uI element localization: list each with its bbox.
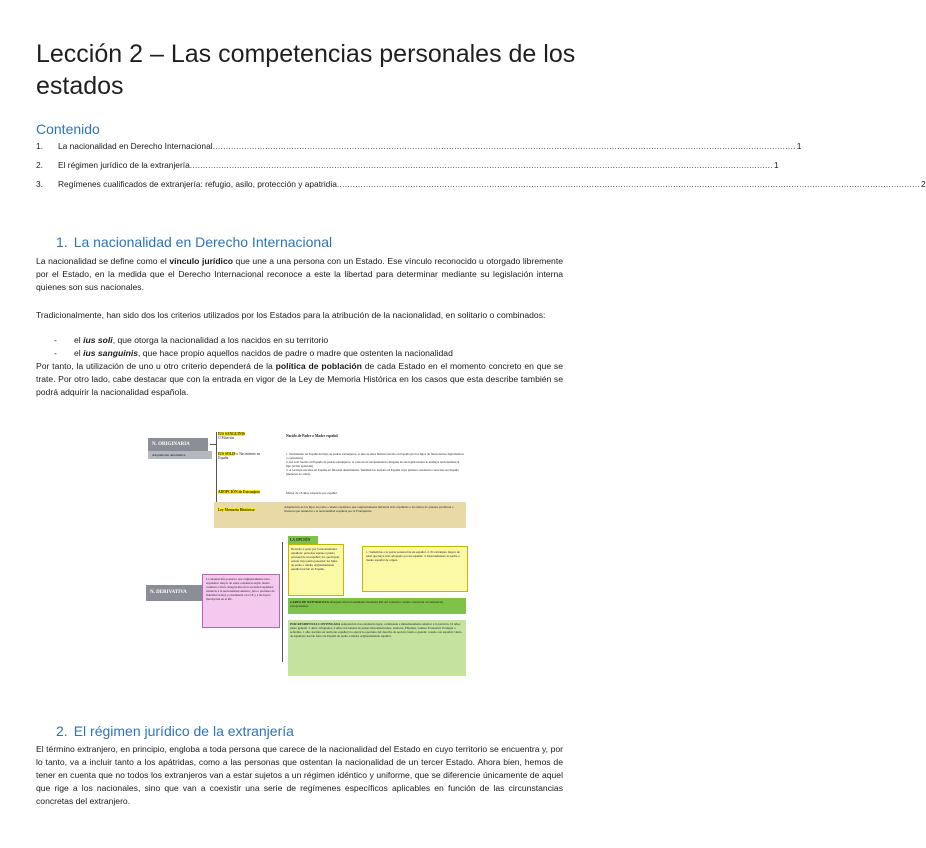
toc-item-text: El régimen jurídico de la extranjería [58, 160, 190, 170]
bold-term: vínculo jurídico [169, 256, 233, 266]
ius-sanguinis-text: Nacido de Padre o Madre español [286, 434, 338, 438]
ius-solis-label: IUS SOLIS o Nacimiento en España [218, 452, 261, 461]
toc-leader-dots: .............................................................................................................................................................................................................................. [336, 179, 921, 189]
ius-sanguinis-label: IUS SANGUINIS O Filiación [218, 432, 245, 441]
italic-term: ius sanguinis [83, 348, 138, 358]
adquisicion-automatica-box: Adquisición automática [148, 451, 212, 459]
toc-item-page: 1 [773, 160, 779, 170]
section-title: El régimen jurídico de la extranjería [73, 723, 294, 739]
section-number: 2. [56, 723, 68, 739]
memoria-text: Adquisición de los hijos de padre o madre españoles que originariamente hubieran sido españoles o los nietos de quienes perdieron o tuvieron que renunciar a la nacionalidad española por el Franquismo. [284, 505, 454, 513]
toc-item[interactable] [36, 159, 779, 171]
section-title: La nacionalidad en Derecho Internacional [73, 234, 333, 250]
section-heading-1 [56, 234, 332, 250]
toc-item[interactable] [36, 178, 926, 190]
derivativa-requisitos-box: La adquisición posterior que originariamente tuvo, requisitos: mayor de edad, residencia legal, buena conducta cívica, integración en la sociedad española; renuncia a la nacionalidad anterior; jura o promesa de fidelidad al Rey y obediencia a la CE y a las leyes; inscripción en el RC. [202, 574, 280, 628]
toc-item-page: 1 [796, 141, 802, 151]
toc-item-number: 3. [36, 179, 43, 189]
toc-item-number: 2. [36, 160, 43, 170]
toc-item-text: La nacionalidad en Derecho Internacional [58, 141, 213, 151]
residencia-box: POR RESIDENCIA CONTINUADA Adquisición tras residencia legal, continuada e inmediatamente anterior a la petición. 10 años: plazo general. 5 años: refugiados. 2 años: nacionales de países iberoamericanos, Andorra, Filipinas, Guinea Ecuatorial, Portugal o sefardíes. 1 año: nacidos en territorio español; no ejercicio oportuno del derecho de opción; tutela o guarda; casado con español; viudo de española; nacido fuera de España de padre o madre originariamente español. [288, 620, 466, 676]
toc-item-number: 1. [36, 141, 43, 151]
paragraph: El término extranjero, en principio, engloba a toda persona que carece de la nacionalidad del Estado en cuyo territorio se encuentra y, por lo tanto, va a incluir tanto a los apátridas, como a las personas que ostentan la nacionalidad de un tercer Estado. Ahora bien, hemos de tener en cuenta que no todos los extranjeros van a estar sujetos a un régimen idéntico y uniforme, que se diferencie únicamente de aquel que rige a los nacionales, sino que van a coexistir una serie de regímenes específicos aplicables en función de las circunstancias concretas del extranjero. [36, 744, 563, 806]
toc-leader-dots: .............................................................................................................................................................................................................................. [189, 160, 773, 170]
list-item: - el ius sanguinis, que hace propio aquellos nacidos de padre o madre que ostenten la nacionalidad [54, 348, 453, 358]
italic-term: ius soli [83, 335, 113, 345]
section-heading-2 [56, 723, 294, 739]
adopcion-text: Menor de 18 años adoptado por español. [286, 491, 338, 495]
carta-naturaleza-box: CARTA DE NATURALEZA Otorgada discrecionalmente mediante RD del Gobierno cuando concurran circunstancias excepcionales. [288, 598, 466, 614]
paragraph: Por tanto, la utilización de uno u otro criterio dependerá de la política de población de cada Estado en el momento concreto en que se trate. Por otro lado, cabe destacar que con la entrada en vigor de la Ley de Memoria Histórica en los casos que esta describe también se podrá adquirir la nacionalidad española. [36, 361, 563, 397]
bullet-dash: - [54, 335, 57, 345]
opcion-tab: LA OPCIÓN [288, 536, 318, 544]
toc-item-page: 2 [921, 179, 926, 189]
memoria-label: Ley Memoria Histórica: [218, 508, 256, 512]
toc-item-text: Regímenes cualificados de extranjería: refugio, asilo, protección y apatridia [58, 179, 337, 189]
paragraph: La nacionalidad se define como el vínculo jurídico que une a una persona con un Estado. Ese vínculo reconocido u otorgado libremente por el Estado, en la medida que el Derecho Internacional reconoce a este la libertad para determinar mediante su legislación interna quienes son sus nacionales. [36, 256, 563, 292]
opcion-supuestos-box: 1. Sometidos a la patria potestad de un español. 2. El extranjero mayor de edad que haya sido adoptado por un español. 3. Descendientes de padre o madre español de origen. [362, 546, 468, 592]
toc-heading: Contenido [36, 121, 100, 137]
nationality-scheme-diagram [138, 432, 468, 682]
list-item: - el ius soli, que otorga la nacionalidad a los nacidos en su territorio [54, 335, 329, 345]
connector-line [282, 542, 283, 662]
bullet-dash: - [54, 348, 57, 358]
originaria-box: N. ORIGINARIA [148, 438, 208, 451]
derivativa-box: N. DERIVATIVA [146, 585, 202, 601]
bold-term: política de población [275, 361, 362, 371]
opcion-box: Derecho a optar por la nacionalidad española: personas sujetas a patria potestad de un español; los que hayan estado bajo patria potestad; los hijos de padre o madre originariamente español nacido en España. [288, 544, 344, 596]
toc-leader-dots: .............................................................................................................................................................................................................................. [212, 141, 796, 151]
toc-item[interactable] [36, 140, 802, 152]
paragraph: Tradicionalmente, han sido dos los criterios utilizados por los Estados para la atribución de la nacionalidad, en solitario o combinados: [36, 310, 546, 320]
adopcion-label: ADOPCIÓN de Extranjero [218, 490, 260, 494]
page-title: Lección 2 – Las competencias personales de los estados [36, 40, 576, 100]
ius-solis-text: 1. Nacimiento en España del hijo de padres extranjeros, si uno de ellos hubiera nacido en España (no los hijos de funcionarios diplomáticos o consulares) 2. Ius soli: nacido en España de padres extranjeros, si carecen de nacionalidad o ninguna de sus legislaciones le atribuye nacionalidad al hijo (evitar apatridia) 3. A los hijos nacidos en España en filiación determinada. También los nacidos en España cuya primera residencia conocida sea España (menores de edad). [286, 452, 464, 476]
section-number: 1. [56, 234, 68, 250]
